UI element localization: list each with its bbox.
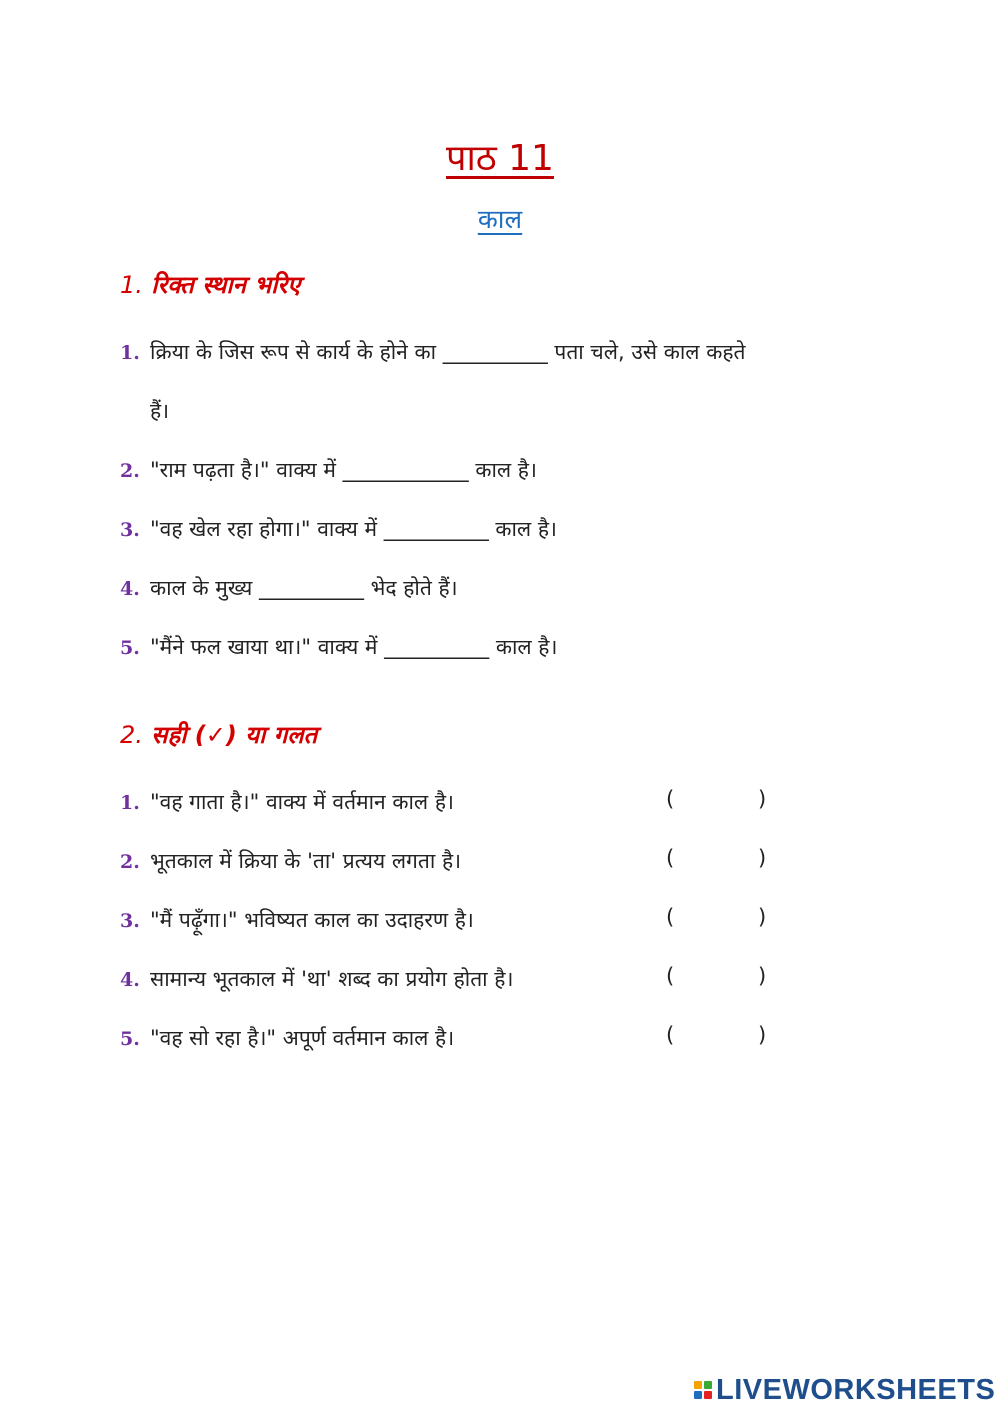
item-number: 2.: [120, 851, 140, 873]
item-number: 2.: [120, 460, 140, 482]
item-text: सामान्य भूतकाल में 'था' शब्द का प्रयोग होता है।: [150, 967, 514, 991]
item-text: भूतकाल में क्रिया के 'ता' प्रत्यय लगता है।: [150, 849, 462, 873]
answer-close-paren: ): [758, 905, 767, 929]
fill-blank-item: [120, 514, 557, 545]
item-number: 1.: [120, 342, 140, 364]
section-1-number: 1.: [120, 271, 143, 299]
item-text: "मैंने फल खाया था।" वाक्य में __________ काल है।: [150, 635, 558, 659]
fill-blank-item: [120, 573, 458, 604]
item-number: 1.: [120, 792, 140, 814]
answer-open-paren: (: [666, 787, 675, 811]
true-false-item: [120, 846, 461, 877]
answer-close-paren: ): [758, 1023, 767, 1047]
answer-close-paren: ): [758, 846, 767, 870]
fill-blank-item: [120, 455, 537, 486]
item-number: 5.: [120, 637, 140, 659]
logo-square: [694, 1391, 702, 1399]
item-text: "राम पढ़ता है।" वाक्य में ____________ काल है।: [150, 458, 537, 482]
section-1-heading: [120, 268, 300, 301]
true-false-item: [120, 1023, 454, 1054]
logo-grid-icon: [694, 1381, 712, 1399]
section-2-title: सही (✓) या गलत: [151, 721, 318, 749]
logo-square: [704, 1381, 712, 1389]
item-text: "मैं पढ़ूँगा।" भविष्यत काल का उदाहरण है।: [150, 908, 474, 932]
item-text: "वह सो रहा है।" अपूर्ण वर्तमान काल है।: [150, 1026, 455, 1050]
true-false-item: [120, 787, 454, 818]
fill-blank-item: [120, 337, 745, 426]
section-2-heading: [120, 718, 317, 751]
item-number: 3.: [120, 910, 140, 932]
page-subtitle: काल: [477, 205, 523, 235]
item-number: 4.: [120, 578, 140, 600]
item-text: "वह गाता है।" वाक्य में वर्तमान काल है।: [150, 790, 454, 814]
answer-open-paren: (: [666, 1023, 675, 1047]
item-text: क्रिया के जिस रूप से कार्य के होने का __________ पता चले, उसे काल कहते: [150, 340, 746, 364]
answer-close-paren: ): [758, 964, 767, 988]
logo-square: [694, 1381, 702, 1389]
liveworksheets-logo: [694, 1373, 996, 1406]
section-1-title: रिक्त स्थान भरिए: [151, 271, 301, 299]
page-title: पाठ 11: [446, 138, 554, 179]
section-2-number: 2.: [120, 721, 143, 749]
item-text: काल के मुख्य __________ भेद होते हैं।: [150, 576, 458, 600]
item-text-continued: हैं।: [150, 399, 170, 423]
logo-text: LIVEWORKSHEETS: [716, 1373, 996, 1406]
item-text: "वह खेल रहा होगा।" वाक्य में __________ काल है।: [150, 517, 557, 541]
answer-close-paren: ): [758, 787, 767, 811]
item-number: 3.: [120, 519, 140, 541]
logo-square: [704, 1391, 712, 1399]
item-number: 4.: [120, 969, 140, 991]
true-false-item: [120, 905, 474, 936]
answer-open-paren: (: [666, 905, 675, 929]
answer-open-paren: (: [666, 964, 675, 988]
answer-open-paren: (: [666, 846, 675, 870]
true-false-item: [120, 964, 513, 995]
item-number: 5.: [120, 1028, 140, 1050]
fill-blank-item: [120, 632, 557, 663]
